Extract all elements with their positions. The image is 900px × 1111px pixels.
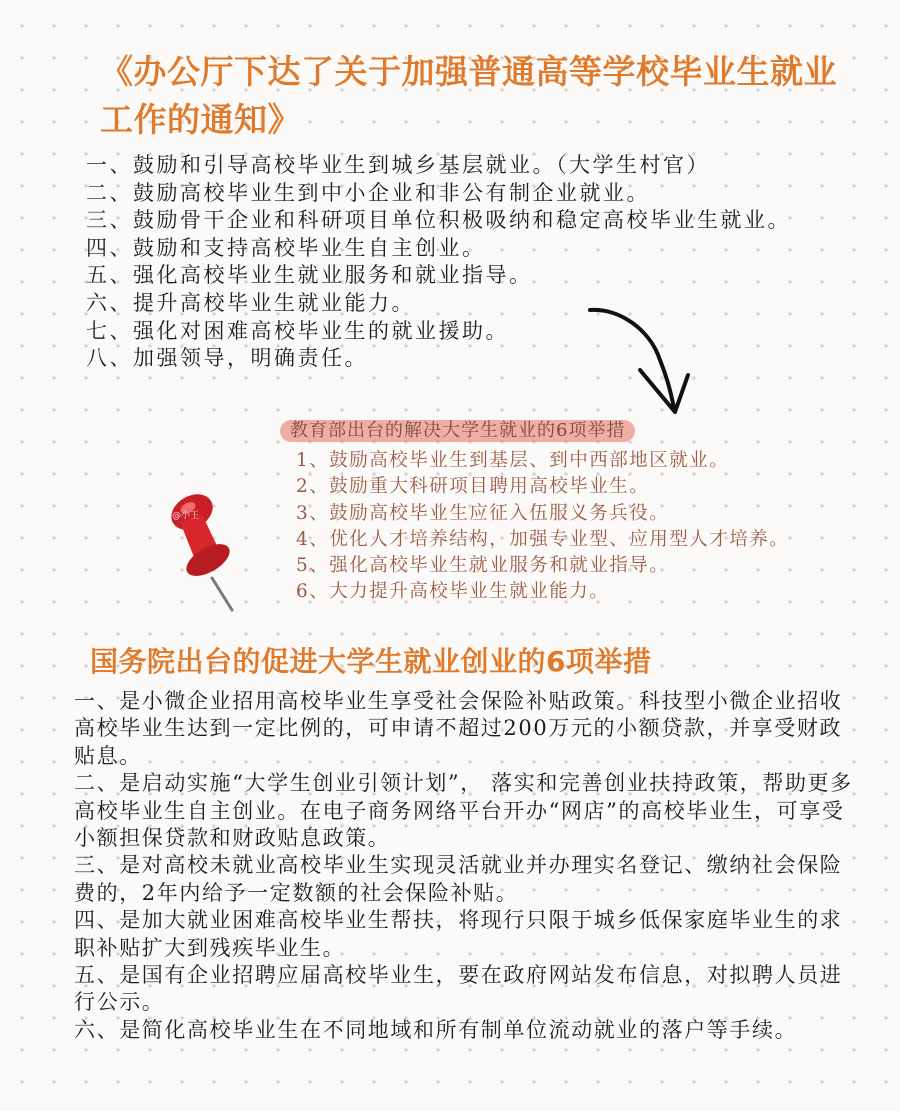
edu-heading: 教育部出台的解决大学生就业的6项举措 <box>280 420 635 442</box>
list-item: 三、鼓励骨干企业和科研项目单位积极吸纳和稳定高校毕业生就业。 <box>86 208 791 233</box>
list-item: 5、强化高校毕业生就业服务和就业指导。 <box>296 555 670 577</box>
list-item: 2、鼓励重大科研项目聘用高校毕业生。 <box>296 476 650 498</box>
arrow-icon <box>580 300 700 430</box>
list-item: 三、是对高校未就业高校毕业生实现灵活就业并办理实名登记、缴纳社会保险费的，2年内给予一定数额的社会保险补贴。 <box>74 853 843 905</box>
notice-list <box>86 152 846 373</box>
list-item: 一、鼓励和引导高校毕业生到城乡基层就业。（大学生村官） <box>86 153 710 177</box>
watermark: @小王 <box>172 511 200 521</box>
list-item: 3、鼓励高校毕业生应征入伍服义务兵役。 <box>296 502 670 524</box>
list-item: 二、鼓励高校毕业生到中小企业和非公有制企业就业。 <box>86 180 650 205</box>
state-measures-list <box>74 688 864 1044</box>
document-title: 《办公厅下达了关于加强普通高等学校毕业生就业工作的通知》 <box>100 52 837 139</box>
list-item: 六、是简化高校毕业生在不同地域和所有制单位流动就业的落户等手续。 <box>74 1017 798 1042</box>
list-item: 一、是小微企业招用高校毕业生享受社会保险补贴政策。科技型小微企业招收高校毕业生达到一定比例的，可申请不超过200万元的小额贷款，并享受财政贴息。 <box>74 689 843 768</box>
list-item: 六、提升高校毕业生就业能力。 <box>86 290 415 315</box>
list-item: 四、鼓励和支持高校毕业生自主创业。 <box>86 235 486 260</box>
edu-measures-list <box>296 448 876 606</box>
state-council-heading: 国务院出台的促进大学生就业创业的6项举措 <box>90 645 652 678</box>
list-item: 七、强化对困难高校毕业生的就业援助。 <box>86 318 509 343</box>
list-item: 五、强化高校毕业生就业服务和就业指导。 <box>86 263 533 288</box>
list-item: 6、大力提升高校毕业生就业能力。 <box>296 581 610 603</box>
list-item: 五、是国有企业招聘应届高校毕业生，要在政府网站发布信息，对拟聘人员进行公示。 <box>74 963 843 1015</box>
list-item: 4、优化人才培养结构，加强专业型、应用型人才培养。 <box>296 528 790 550</box>
list-item: 二、是启动实施“大学生创业引领计划”， 落实和完善创业扶持政策，帮助更多高校毕业生自主创业。在电子商务网络平台开办“网店”的高校毕业生，可享受小额担保贷款和财政贴息政策。 <box>74 771 853 851</box>
list-item: 八、加强领导，明确责任。 <box>86 346 368 371</box>
list-item: 1、鼓励高校毕业生到基层、到中西部地区就业。 <box>296 450 730 471</box>
list-item: 四、是加大就业困难高校毕业生帮扶，将现行只限于城乡低保家庭毕业生的求职补贴扩大到残疾毕业生。 <box>74 908 843 960</box>
